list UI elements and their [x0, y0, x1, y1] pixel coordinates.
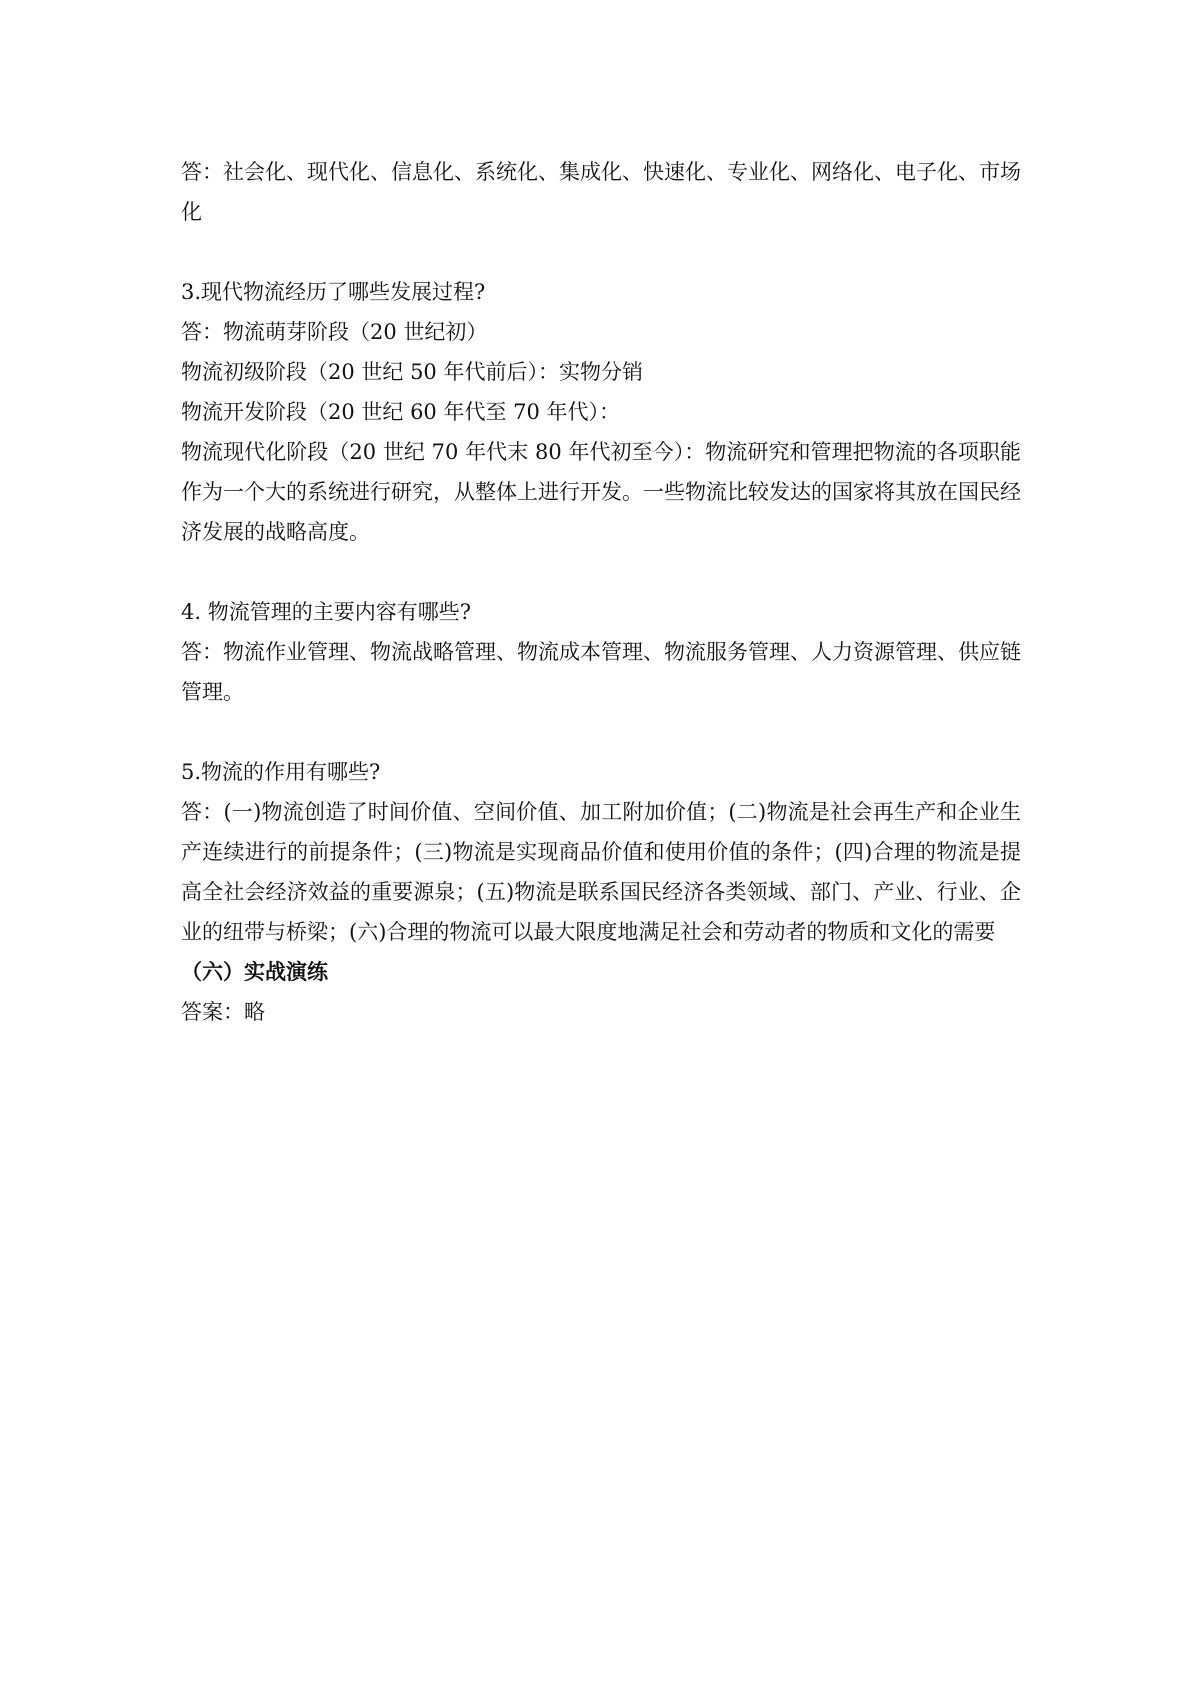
q4-answer: 答：物流作业管理、物流战略管理、物流成本管理、物流服务管理、人力资源管理、供应链管理。 — [181, 640, 1021, 704]
q5-answer: 答：(一)物流创造了时间价值、空间价值、加工附加价值；(二)物流是社会再生产和企业生产连续进行的前提条件；(三)物流是实现商品价值和使用价值的条件；(四)合理的物流是提高全社会经济效益的重要源泉；(五)物流是联系国民经济各类领域、部门、产业、行业、企业的纽带与桥梁；(六)合理的物流可以最大限度地满足社会和劳动者的物质和文化的需要 — [181, 800, 1021, 944]
section-heading: （六）实战演练 — [181, 960, 328, 984]
spacer — [181, 712, 1021, 752]
q3-answer-line-3: 物流开发阶段（20 世纪 60 年代至 70 年代）： — [181, 400, 621, 424]
q3-title: 3.现代物流经历了哪些发展过程? — [181, 280, 486, 304]
q5-title: 5.物流的作用有哪些? — [181, 760, 381, 784]
section-answer: 答案：略 — [181, 1000, 265, 1024]
document-page — [181, 152, 1021, 1032]
q3-answer-line-2: 物流初级阶段（20 世纪 50 年代前后）：实物分销 — [181, 360, 643, 384]
q3-answer-line-1: 答：物流萌芽阶段（20 世纪初） — [181, 320, 488, 344]
q4-title: 4. 物流管理的主要内容有哪些? — [181, 600, 471, 624]
q3-answer-line-4: 物流现代化阶段（20 世纪 70 年代末 80 年代初至今）：物流研究和管理把物流的各项职能作为一个大的系统进行研究，从整体上进行开发。一些物流比较发达的国家将其放在国民经济发展的战略高度。 — [181, 440, 1021, 544]
q2-answer: 答：社会化、现代化、信息化、系统化、集成化、快速化、专业化、网络化、电子化、市场化 — [181, 160, 1021, 224]
spacer — [181, 552, 1021, 592]
spacer — [181, 232, 1021, 272]
